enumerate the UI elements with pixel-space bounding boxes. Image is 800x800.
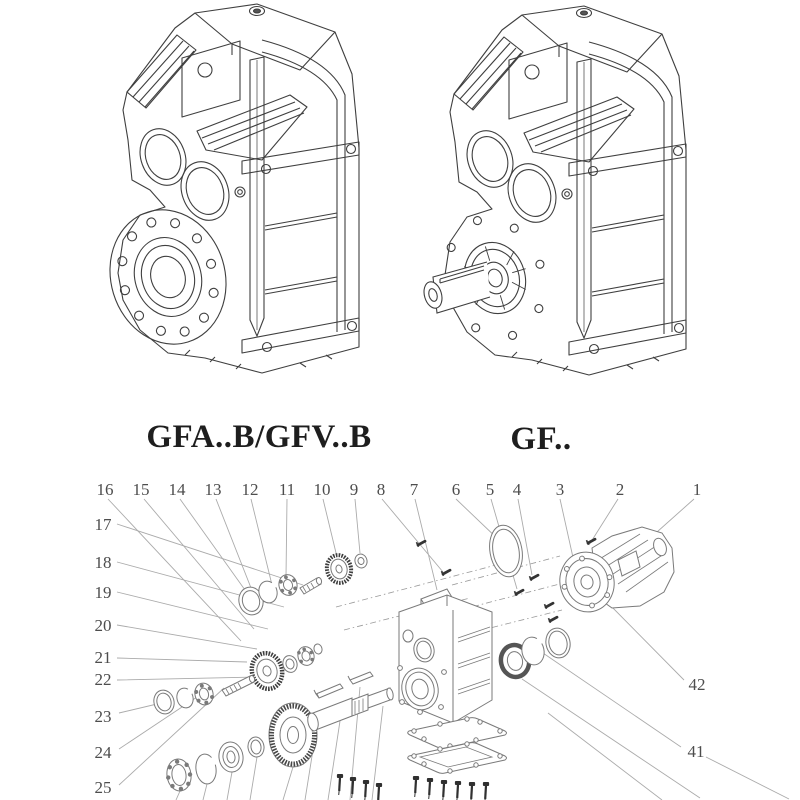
housing-screws <box>337 775 488 800</box>
small-gear-part <box>324 552 354 585</box>
callout-24: 24 <box>94 743 112 762</box>
ball-bearing2-part <box>192 681 215 707</box>
caption-right: GF.. <box>510 421 572 457</box>
callout-13: 13 <box>204 480 222 499</box>
bearing-part <box>296 645 316 667</box>
motor-part <box>554 527 674 617</box>
motor-gasket-part <box>486 523 527 580</box>
callout-5: 5 <box>485 480 495 499</box>
output-gear-part <box>269 703 317 767</box>
callout-3: 3 <box>555 480 565 499</box>
output-snap-ring-part <box>194 753 218 785</box>
output-shaft <box>421 262 490 313</box>
ball-bearing-part <box>277 573 300 598</box>
callout-17: 17 <box>94 515 112 534</box>
callout-23: 23 <box>94 707 112 726</box>
callout-10: 10 <box>313 480 331 499</box>
bearing-slot-ring <box>103 204 234 351</box>
output-bearing-part <box>217 740 245 773</box>
callout-4: 4 <box>512 480 522 499</box>
gearbox-hollow-shaft-drawing <box>94 4 359 373</box>
washer-small-part <box>313 643 323 655</box>
callout-16: 16 <box>96 480 114 499</box>
callout-41: 41 <box>687 742 705 761</box>
callout-2: 2 <box>615 480 625 499</box>
callout-8: 8 <box>376 480 386 499</box>
callout-6: 6 <box>451 480 461 499</box>
callout-1: 1 <box>692 480 702 499</box>
snap-ring-part <box>175 686 196 709</box>
cover-plate-part <box>408 742 507 774</box>
callout-20: 20 <box>94 616 112 635</box>
pinion-shaft-part <box>300 577 322 594</box>
callout-9: 9 <box>349 480 359 499</box>
callout-21: 21 <box>94 648 112 667</box>
spline-shaft-part <box>222 675 255 696</box>
callout-25: 25 <box>94 778 112 797</box>
caption-left: GFA..B/GFV..B <box>146 419 372 455</box>
output-ring-part <box>247 736 266 758</box>
callout-14: 14 <box>168 480 186 499</box>
exploded-parts-diagram <box>95 480 790 800</box>
callout-18: 18 <box>94 553 112 572</box>
intermediate-gear-part <box>248 650 286 693</box>
gearbox-solid-shaft-drawing <box>421 6 686 375</box>
key-part <box>314 672 373 698</box>
callout-11: 11 <box>278 480 296 499</box>
gear-housing-part <box>397 589 492 723</box>
cup-shim-part <box>151 688 177 716</box>
gasket-plate-part <box>408 717 507 749</box>
callout-15: 15 <box>132 480 150 499</box>
output-ball-bearing-part <box>164 757 194 792</box>
callout-42: 42 <box>688 675 706 694</box>
callout-19: 19 <box>94 583 112 602</box>
washer-part <box>353 553 368 570</box>
callout-12: 12 <box>241 480 259 499</box>
spacer-ring-part <box>543 626 573 660</box>
callout-22: 22 <box>94 670 112 689</box>
callout-7: 7 <box>409 480 419 499</box>
